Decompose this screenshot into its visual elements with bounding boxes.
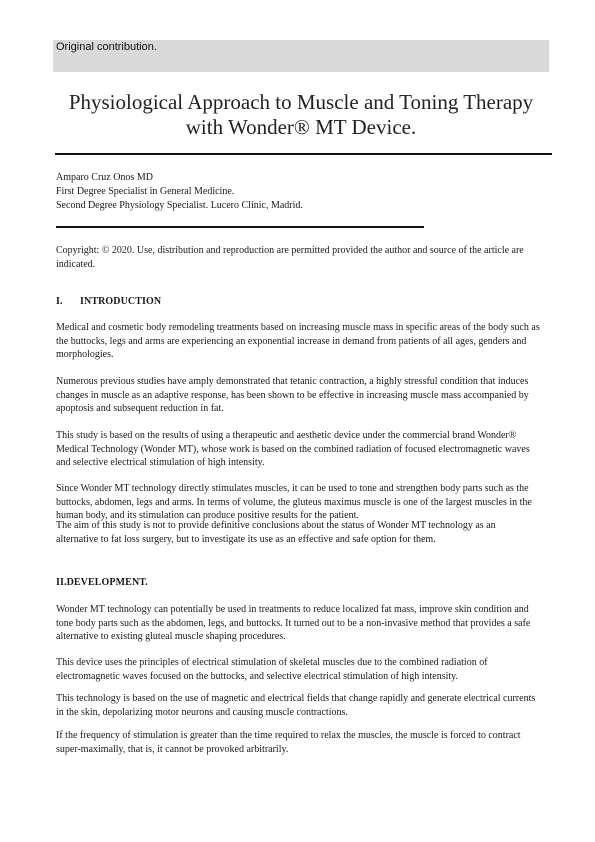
section-title: INTRODUCTION — [80, 296, 162, 307]
paragraph: This device uses the principles of electrical stimulation of skeletal muscles due to the combined radiation of electromagnetic waves focused on the buttocks, and selective electrical stimulation of high intensity. — [56, 657, 488, 682]
author-block — [56, 171, 546, 213]
copyright-notice: Copyright: © 2020. Use, distribution and reproduction are permitted provided the author and source of the article are indicated. — [56, 245, 524, 270]
article-title: Physiological Approach to Muscle and Toning Therapy with Wonder® MT Device. — [68, 90, 534, 139]
paragraph: Medical and cosmetic body remodeling treatments based on increasing muscle mass in specific areas of the body such as the buttocks, legs and arms are experiencing an exponential increase in demand from patients of all ages, genders and morphologies. — [56, 322, 540, 360]
paragraph: Wonder MT technology can potentially be used in treatments to reduce localized fat mass, improve skin condition and tone body parts such as the abdomen, legs, and buttocks. It turned out to be a non-invasive method that provides a safe alternative to existing gluteal muscle shaping procedures. — [56, 604, 531, 642]
author-affiliation-2: Second Degree Physiology Specialist. Lucero Clinic, Madrid. — [56, 200, 303, 211]
paragraph: If the frequency of stimulation is greater than the time required to relax the muscles, the muscle is forced to contract super-maximally, that is, it cannot be provoked arbitrarily. — [56, 730, 521, 755]
author-name: Amparo Cruz Onos MD — [56, 172, 153, 183]
paragraph: Numerous previous studies have amply demonstrated that tetanic contraction, a highly stressful condition that induces changes in muscle as an adaptive response, has been shown to be effective in increasing muscle mass accompanied by apoptosis and subsequent reduction in fat. — [56, 376, 529, 414]
section-heading-development — [56, 577, 148, 588]
paragraph: This technology is based on the use of magnetic and electrical fields that change rapidly and generate electrical currents in the skin, depolarizing motor neurons and causing muscle contractions. — [56, 693, 536, 718]
author-divider — [56, 226, 424, 228]
section-heading-introduction — [56, 296, 161, 307]
article-type-banner: Original contribution. — [53, 40, 549, 72]
paragraph: The aim of this study is not to provide definitive conclusions about the status of Wonder MT technology as an alternative to fat loss surgery, but to investigate its use as an effective and safe option for them. — [56, 520, 496, 545]
section-number: I. — [56, 296, 63, 307]
section-title: DEVELOPMENT. — [66, 577, 148, 588]
section-number: II. — [56, 577, 67, 588]
paragraph: Since Wonder MT technology directly stimulates muscles, it can be used to tone and strengthen body parts such as the buttocks, abdomen, legs and arms. In terms of volume, the gluteus maximus muscle is one of the largest muscles in the human body, and its stimulation can produce positive results for the patient. — [56, 483, 532, 521]
author-affiliation-1: First Degree Specialist in General Medicine. — [56, 186, 235, 197]
paragraph: This study is based on the results of using a therapeutic and aesthetic device under the commercial brand Wonder® Medical Technology (Wonder MT), whose work is based on the combined radiation of focused electromagnetic waves and selective electrical stimulation of high intensity. — [56, 430, 530, 468]
title-divider — [55, 153, 552, 155]
